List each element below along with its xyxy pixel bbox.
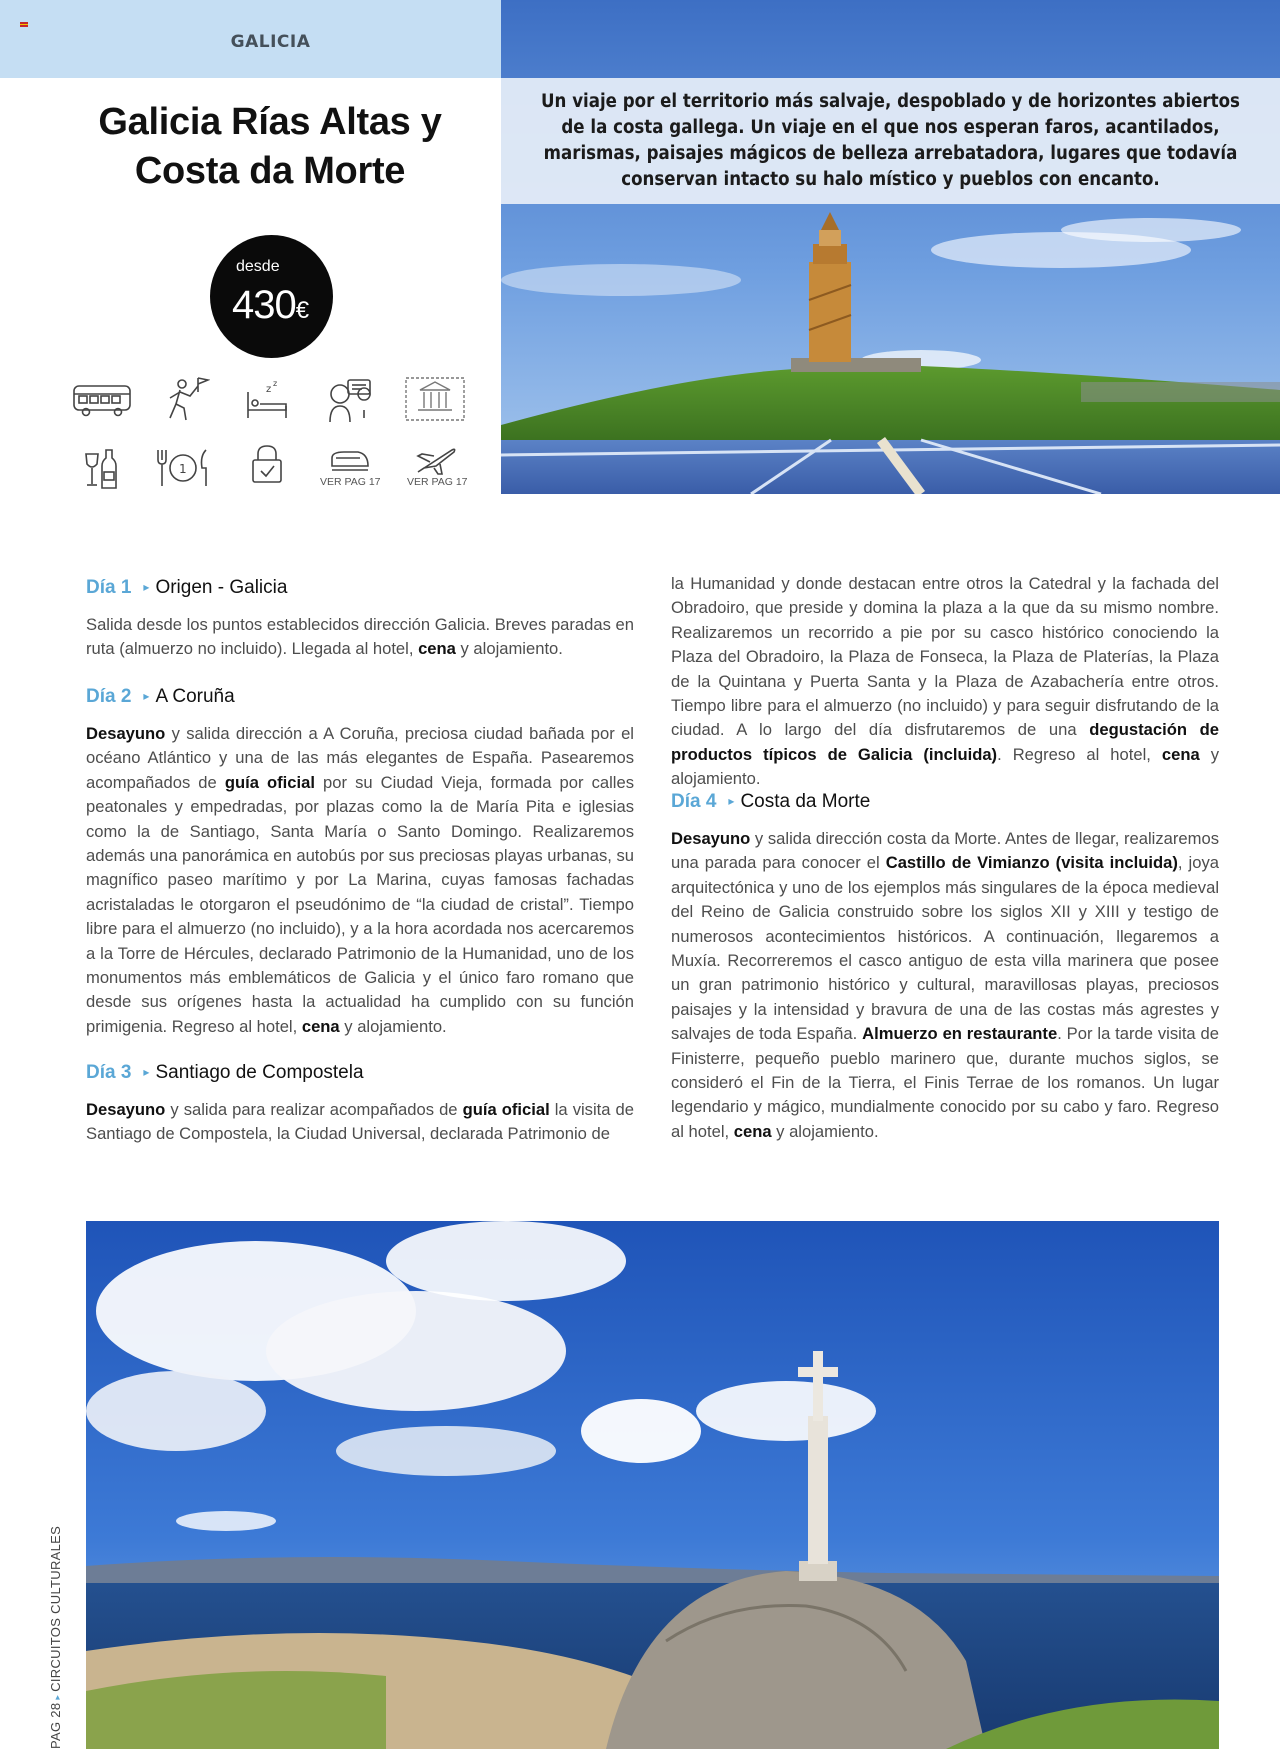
bottom-image-finisterre-cross xyxy=(86,1221,1219,1749)
price-badge xyxy=(210,235,333,358)
day-4-name: Costa da Morte xyxy=(740,791,871,812)
day-3-heading xyxy=(86,1062,364,1084)
day-2-heading xyxy=(86,686,235,708)
section-name: CIRCUITOS CULTURALES xyxy=(48,1525,63,1692)
wine-icon xyxy=(82,448,118,490)
day-4-text: Desayuno y salida dirección costa da Morte. Antes de llegar, realizaremos una parada para conocer el Castillo de Vimianzo (visita incluida), joya arquitectónica y uno de los ejemplos más singulares de la época medieval del Reino de Galicia construido sobre los siglos XII y XIII y testigo de numerosos acontecimientos históricos. A continuación, llegaremos a Muxía. Recorreremos el casco antiguo de esta villa marinera que posee un gran patrimonio histórico y cultural, maravillosas playas, preciosos paisajes y la intensidad y bravura de una de las costas más agrestes y salvajes de toda España. Almuerzo en restaurante. Por la tarde visita de Finisterre, pequeño pueblo marinero que, durante muchos siglos, se consideró el Fin de la Tierra, el Finis Terrae de los romanos. Un lugar legendario y mágico, mundialmente conocido por su cabo y faro. Regreso al hotel, cena y alojamiento. xyxy=(671,829,1219,1141)
price-value xyxy=(232,283,308,328)
local-guide-icon xyxy=(326,378,376,424)
title-line-1: Galicia Rías Altas y xyxy=(98,101,442,143)
flag-icon xyxy=(20,22,28,27)
chevron-right-icon: ▸ xyxy=(52,1694,62,1700)
side-footer xyxy=(48,1526,63,1749)
price-currency: € xyxy=(295,297,309,324)
hero-image-tower-of-hercules xyxy=(501,0,1280,494)
intro-box xyxy=(501,78,1280,204)
page-title xyxy=(60,98,480,196)
day-1-text: Salida desde los puntos establecidos dirección Galicia. Breves paradas en ruta (almuerzo no incluido). Llegada al hotel, cena y alojamiento. xyxy=(86,615,634,659)
day-3-name: Santiago de Compostela xyxy=(155,1062,364,1083)
price-amount: 430 xyxy=(232,283,296,327)
meal-number: 1 xyxy=(179,462,187,476)
day-4-heading xyxy=(671,791,870,813)
guide-flag-icon xyxy=(160,374,210,424)
title-line-2: Costa da Morte xyxy=(134,150,406,192)
price-from-label: desde xyxy=(236,258,280,275)
day-3-text-start: Desayuno y salida para realizar acompañados de guía oficial la visita de Santiago de Compostela, la Ciudad Universal, declarada Patrimonio de xyxy=(86,1100,635,1144)
plane-icon xyxy=(414,444,456,476)
meal-icon xyxy=(154,446,212,490)
day-1-number: Día 1 xyxy=(86,577,132,598)
svg-text:z: z xyxy=(266,384,272,395)
chevron-right-icon: ▸ xyxy=(143,580,150,594)
day-1-name: Origen - Galicia xyxy=(155,577,288,598)
day-2-name: A Coruña xyxy=(155,686,235,707)
day-1-heading xyxy=(86,577,287,599)
train-icon xyxy=(330,448,370,474)
chevron-right-icon: ▸ xyxy=(143,689,150,703)
intro-text: Un viaje por el territorio más salvaje, despoblado y de horizontes abiertos de la costa gallega. Un viaje en el que nos esperan faros, acantilados, marismas, paisajes mágicos de belleza arrebatadora, lugares que todavía conservan intacto su halo místico y pueblos con encanto. xyxy=(541,91,1240,190)
bus-icon xyxy=(72,382,132,418)
day-4-number: Día 4 xyxy=(671,791,717,812)
hotel-bed-icon xyxy=(244,378,290,422)
day-3-text-cont: la Humanidad y donde destacan entre otros la Catedral y la fachada del Obradoiro, que preside y domina la plaza a la que da su mismo nombre. Realizaremos un recorrido a pie por su casco histórico conociendo la Plaza del Obradoiro, la Plaza de Fonseca, la Plaza de Platerías, la Plaza de la Quintana y Puerta Santa y la Plaza de Azabachería entre otros. Tiempo libre para el almuerzo (no incluido) y para seguir disfrutando de la ciudad. A lo largo del día disfrutaremos de una degustación de productos típicos de Galicia (incluida). Regreso al hotel, cena y alojamiento. xyxy=(671,574,1220,789)
svg-text:z: z xyxy=(273,379,278,388)
day-2-number: Día 2 xyxy=(86,686,132,707)
monument-ticket-icon xyxy=(404,376,466,422)
region-label: GALICIA xyxy=(230,32,311,52)
day-3-number: Día 3 xyxy=(86,1062,132,1083)
train-caption: VER PAG 17 xyxy=(320,476,381,488)
page-number: PAG 28 xyxy=(48,1702,63,1749)
chevron-right-icon: ▸ xyxy=(728,794,735,808)
insurance-lock-icon xyxy=(250,444,284,484)
chevron-right-icon: ▸ xyxy=(143,1065,150,1079)
plane-caption: VER PAG 17 xyxy=(407,476,468,488)
day-2-text: Desayuno y salida dirección a A Coruña, preciosa ciudad bañada por el océano Atlántico y una de las más elegantes de España. Pasearemos acompañados de guía oficial por su Ciudad Vieja, formada por calles peatonales y empedradas, por plazas como la de María Pita e iglesias como la de Santiago, Santa María o Santo Domingo. Realizaremos además una panorámica en autobús por sus preciosas playas urbanas, su magnífico paseo marítimo y por La Marina, cuyas famosas fachadas acristaladas le otorgaron el pseudónimo de “la ciudad de cristal”. Tiempo libre para el almuerzo (no incluido), y a la hora acordada nos acercaremos a la Torre de Hércules, declarado Patrimonio de la Humanidad, uno de los monumentos más emblemáticos de Galicia y el único faro romano que desde sus orígenes hasta la actualidad ha cumplido con su función primigenia. Regreso al hotel, cena y alojamiento. xyxy=(86,724,634,1036)
